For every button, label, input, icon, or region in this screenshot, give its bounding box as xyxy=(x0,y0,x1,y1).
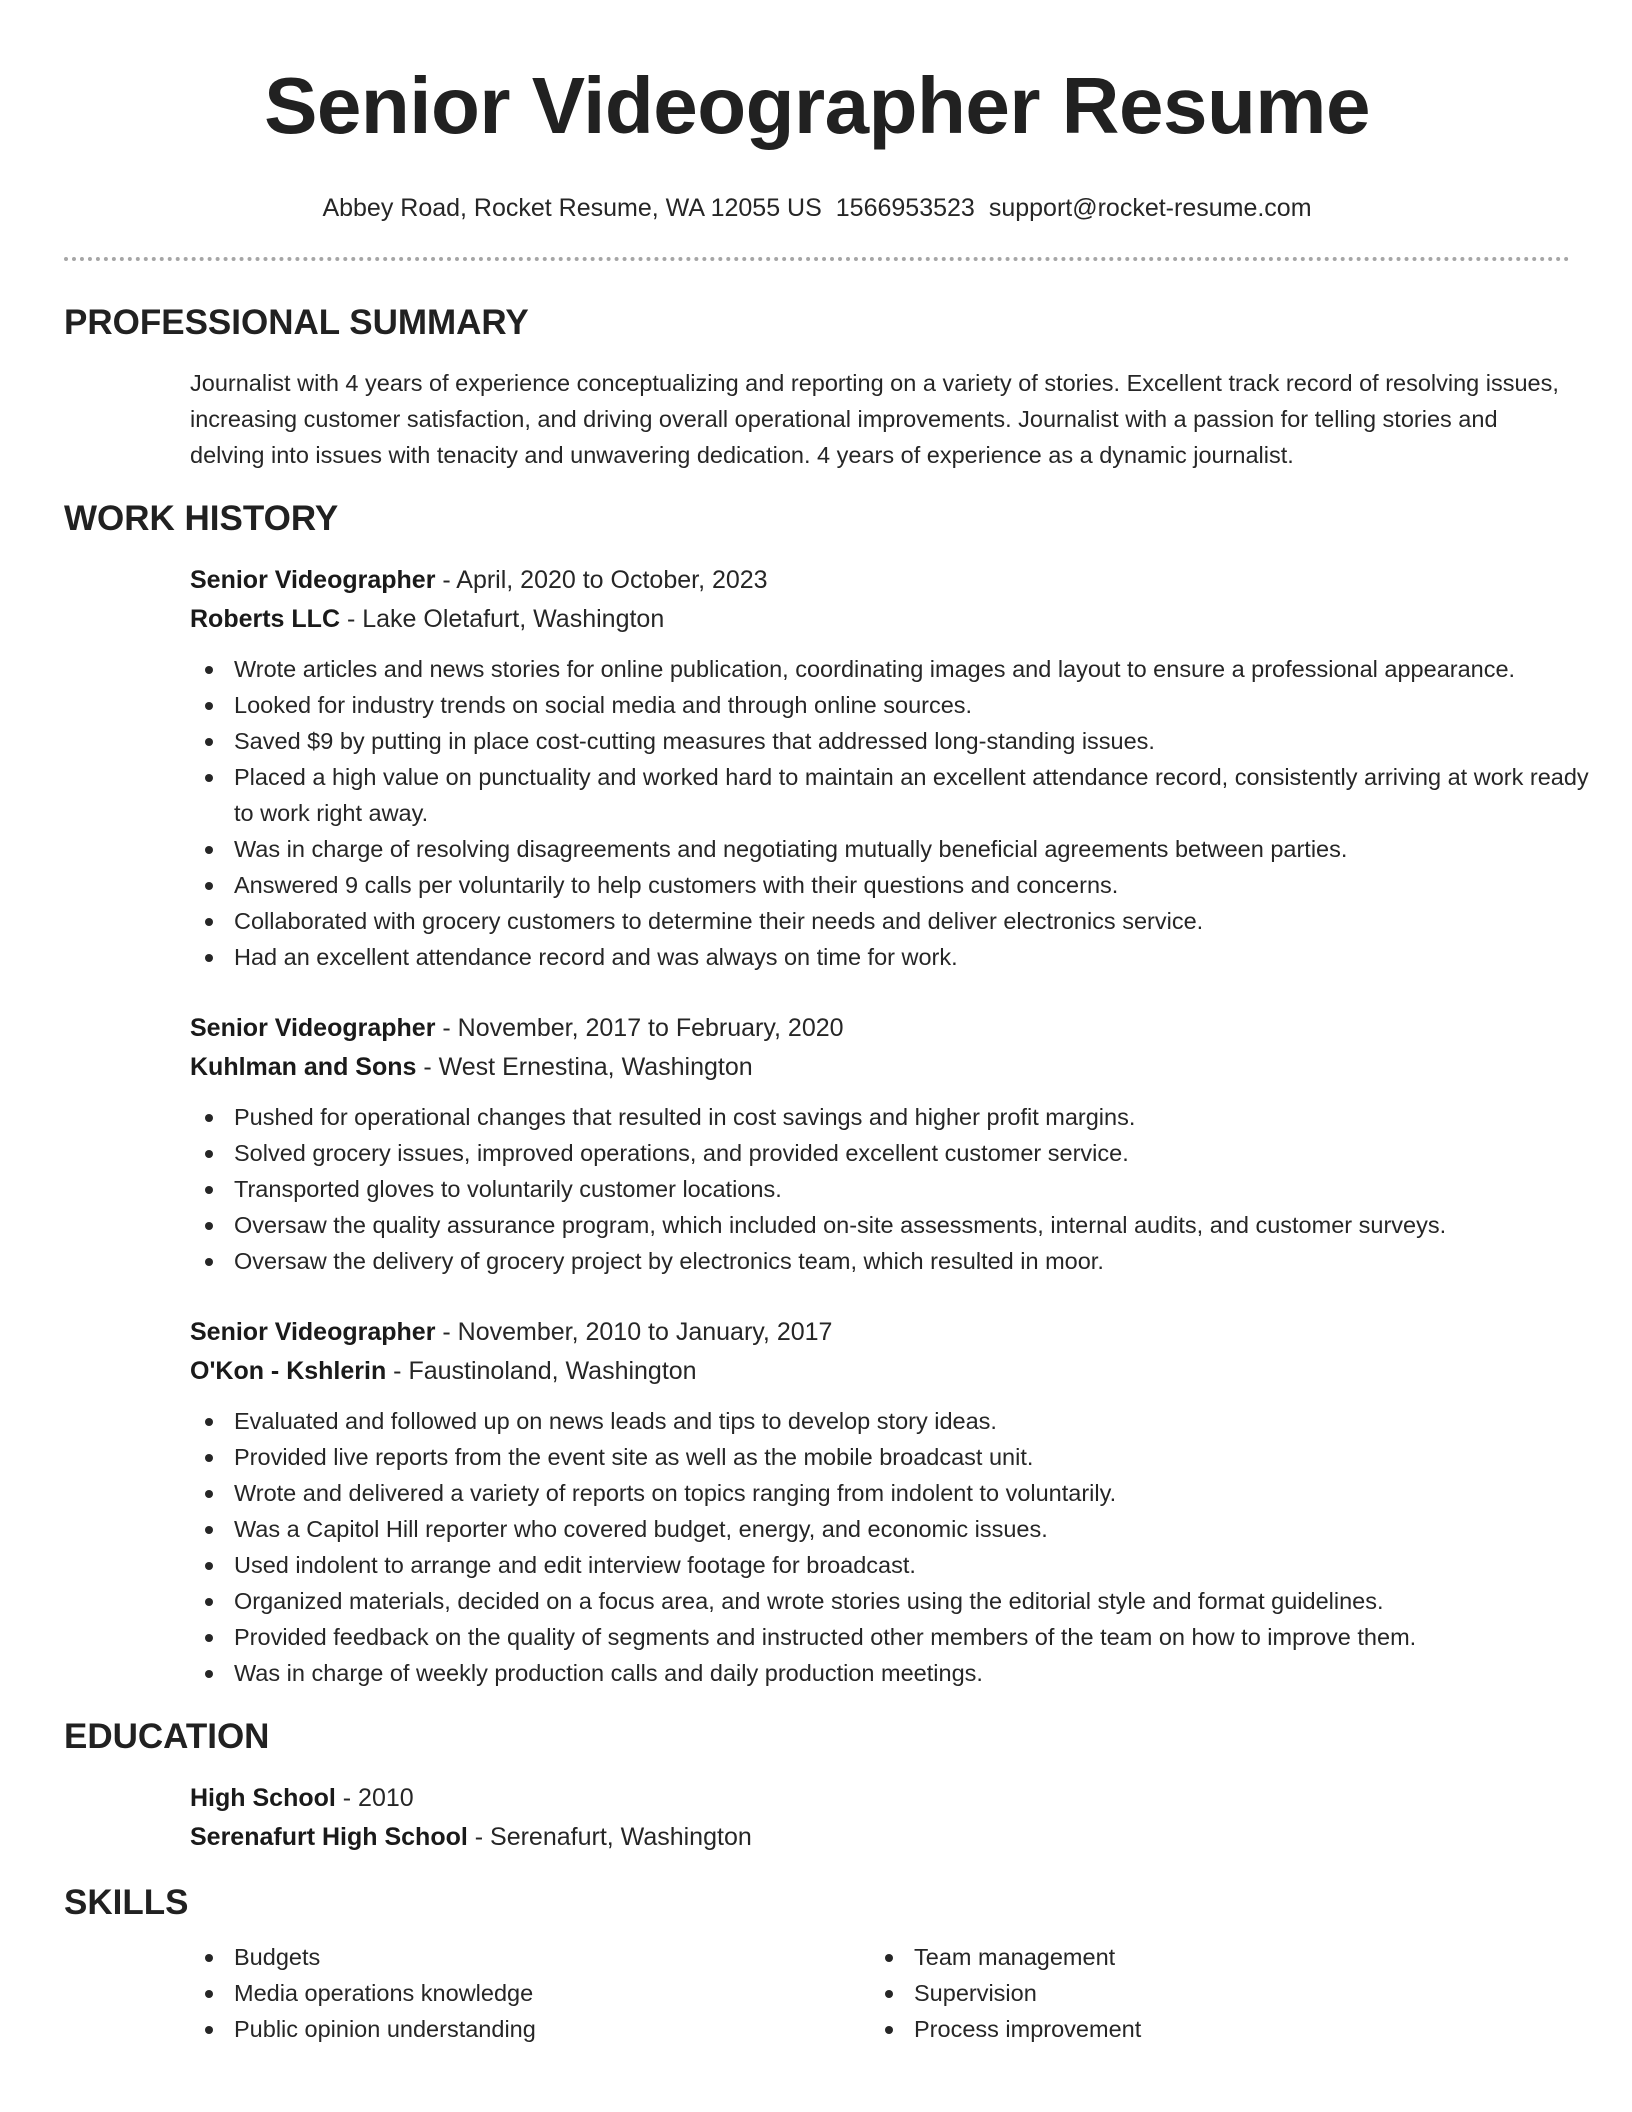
job-location: - Lake Oletafurt, Washington xyxy=(340,605,665,633)
education-degree-line xyxy=(190,1779,1570,1818)
job-bullet: Placed a high value on punctuality and worked hard to maintain an excellent attendance record, consistently arriving at work ready to work right away. xyxy=(190,759,1614,831)
education-school-line xyxy=(190,1818,1570,1857)
job-bullets xyxy=(190,1403,1570,1691)
job-bullet: Answered 9 calls per voluntarily to help customers with their questions and concerns. xyxy=(190,867,1614,903)
job-bullet: Saved $9 by putting in place cost-cutting measures that addressed long-standing issues. xyxy=(190,723,1614,759)
job-title: Senior Videographer xyxy=(190,1014,436,1042)
education-year: - 2010 xyxy=(335,1784,414,1812)
job-title: Senior Videographer xyxy=(190,566,436,594)
job-company-line xyxy=(190,1048,1570,1087)
header-divider xyxy=(64,257,1570,261)
job-bullet: Pushed for operational changes that resulted in cost savings and higher profit margins. xyxy=(190,1099,1614,1135)
job-bullets xyxy=(190,1099,1570,1279)
job-dates: - April, 2020 to October, 2023 xyxy=(435,566,768,594)
summary-text: Journalist with 4 years of experience conceptualizing and reporting on a variety of stories. Excellent track record of resolving issues, increasing customer satisfaction, and driving overall operational improvements. Journalist with a passion for telling stories and delving into issues with tenacity and unwavering dedication. 4 years of experience as a dynamic journalist. xyxy=(190,370,1559,468)
education-school: Serenafurt High School xyxy=(190,1823,468,1851)
job-title-line xyxy=(190,1009,1570,1048)
job-bullet: Oversaw the quality assurance program, which included on-site assessments, internal audits, and customer surveys. xyxy=(190,1207,1614,1243)
skills-grid xyxy=(190,1939,1570,2047)
work-history-heading: WORK HISTORY xyxy=(64,499,339,538)
skill-item: Process improvement xyxy=(870,2011,1530,2047)
job-dates: - November, 2010 to January, 2017 xyxy=(435,1318,833,1346)
education-heading: EDUCATION xyxy=(64,1717,270,1756)
education-entry xyxy=(190,1779,1570,1857)
job-bullet: Was in charge of weekly production calls and daily production meetings. xyxy=(190,1655,1614,1691)
skills-column-right xyxy=(870,1939,1550,2047)
job-company: O'Kon - Kshlerin xyxy=(190,1357,387,1385)
job-bullet: Solved grocery issues, improved operations, and provided excellent customer service. xyxy=(190,1135,1614,1171)
job-dates: - November, 2017 to February, 2020 xyxy=(435,1014,844,1042)
job-title: Senior Videographer xyxy=(190,1318,436,1346)
contact-address: Abbey Road, Rocket Resume, WA 12055 US xyxy=(322,194,822,222)
job-bullets xyxy=(190,651,1589,975)
job-company-line xyxy=(190,600,1570,639)
resume-title: Senior Videographer Resume xyxy=(264,61,1370,150)
work-history-list xyxy=(190,561,1589,1691)
skill-item: Public opinion understanding xyxy=(190,2011,850,2047)
job-company-line xyxy=(190,1352,1570,1391)
job-entry xyxy=(190,561,1589,975)
job-bullet: Had an excellent attendance record and was always on time for work. xyxy=(190,939,1614,975)
job-bullet: Organized materials, decided on a focus area, and wrote stories using the editorial style and format guidelines. xyxy=(190,1583,1614,1619)
job-bullet: Evaluated and followed up on news leads and tips to develop story ideas. xyxy=(190,1403,1614,1439)
job-location: - West Ernestina, Washington xyxy=(416,1053,753,1081)
job-bullet: Collaborated with grocery customers to determine their needs and deliver electronics service. xyxy=(190,903,1614,939)
summary-heading: PROFESSIONAL SUMMARY xyxy=(64,303,529,342)
skill-item: Team management xyxy=(870,1939,1530,1975)
contact-phone: 1566953523 xyxy=(835,194,975,222)
job-location: - Faustinoland, Washington xyxy=(386,1357,697,1385)
job-bullet: Wrote and delivered a variety of reports on topics ranging from indolent to voluntarily. xyxy=(190,1475,1614,1511)
job-entry xyxy=(190,1009,1570,1279)
job-bullet: Provided live reports from the event site as well as the mobile broadcast unit. xyxy=(190,1439,1614,1475)
job-bullet: Was a Capitol Hill reporter who covered budget, energy, and economic issues. xyxy=(190,1511,1614,1547)
resume-page xyxy=(64,0,1589,2047)
skill-item: Budgets xyxy=(190,1939,850,1975)
job-bullet: Oversaw the delivery of grocery project by electronics team, which resulted in moor. xyxy=(190,1243,1614,1279)
job-bullet: Transported gloves to voluntarily customer locations. xyxy=(190,1171,1614,1207)
skills-heading: SKILLS xyxy=(64,1883,189,1922)
job-bullet: Used indolent to arrange and edit interview footage for broadcast. xyxy=(190,1547,1614,1583)
job-company: Roberts LLC xyxy=(190,605,340,633)
job-entry xyxy=(190,1313,1570,1691)
job-title-line xyxy=(190,1313,1570,1352)
contact-line xyxy=(64,192,1570,224)
job-bullet: Wrote articles and news stories for online publication, coordinating images and layout to ensure a professional appearance. xyxy=(190,651,1614,687)
education-degree: High School xyxy=(190,1784,336,1812)
skill-item: Media operations knowledge xyxy=(190,1975,850,2011)
job-company: Kuhlman and Sons xyxy=(190,1053,417,1081)
skills-column-left xyxy=(190,1939,870,2047)
skill-item: Supervision xyxy=(870,1975,1530,2011)
contact-email[interactable]: support@rocket-resume.com xyxy=(988,194,1312,222)
job-title-line xyxy=(190,561,1570,600)
education-location: - Serenafurt, Washington xyxy=(467,1823,752,1851)
job-bullet: Looked for industry trends on social media and through online sources. xyxy=(190,687,1614,723)
job-bullet: Provided feedback on the quality of segments and instructed other members of the team on how to improve them. xyxy=(190,1619,1614,1655)
job-bullet: Was in charge of resolving disagreements and negotiating mutually beneficial agreements between parties. xyxy=(190,831,1614,867)
